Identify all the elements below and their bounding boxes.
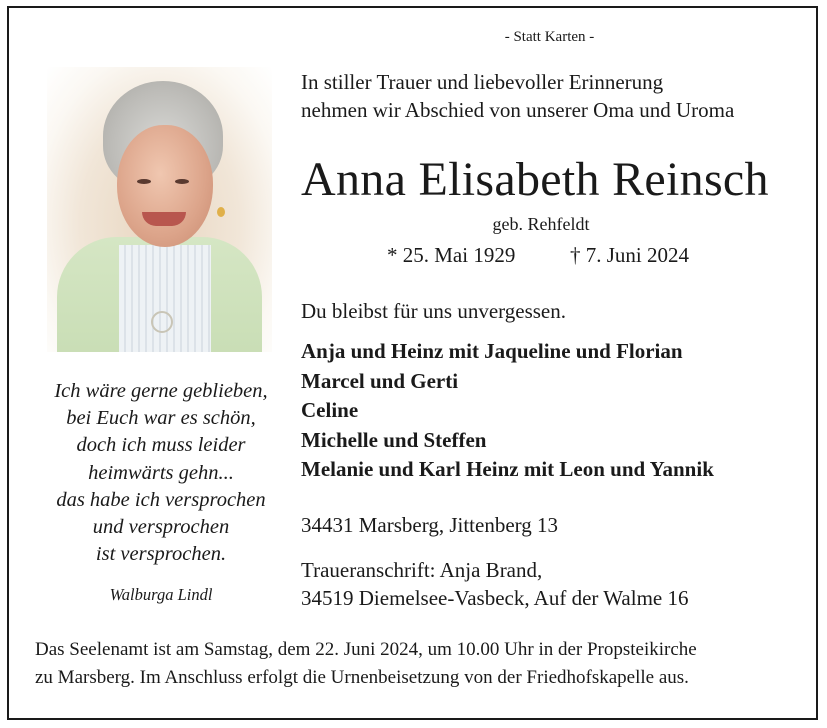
- intro-line: In stiller Trauer und liebevoller Erinnerung: [301, 70, 664, 94]
- intro-text: [301, 68, 734, 124]
- tagline: Du bleibst für uns unvergessen.: [301, 299, 566, 323]
- poem-line: ist versprochen.: [95, 543, 227, 566]
- intro-line: nehmen wir Abschied von unserer Oma und Uroma: [301, 98, 735, 122]
- mourning-contact: [301, 556, 688, 612]
- poem-line: das habe ich versprochen: [56, 488, 266, 511]
- service-announcement: [35, 636, 697, 691]
- poem-line: doch ich muss leider: [76, 434, 246, 457]
- family-line: Melanie und Karl Heinz mit Leon und Yannik: [301, 457, 714, 481]
- photo-eye-left: [137, 179, 151, 184]
- family-address: 34431 Marsberg, Jittenberg 13: [301, 513, 559, 537]
- photo-earring: [217, 207, 225, 217]
- photo-eye-right: [175, 179, 189, 184]
- deceased-name: Anna Elisabeth Reinsch: [301, 153, 769, 206]
- birth-date: * 25. Mai 1929: [387, 243, 516, 267]
- portrait-photo: [47, 67, 272, 352]
- contact-line: 34519 Diemelsee-Vasbeck, Auf der Walme 16: [301, 586, 689, 610]
- closing-line: zu Marsberg. Im Anschluss erfolgt die Urnenbeisetzung von der Friedhofskapelle aus.: [35, 666, 689, 688]
- poem-line: heimwärts gehn...: [88, 461, 234, 484]
- death-date: † 7. Juni 2024: [570, 243, 690, 267]
- poem: [30, 378, 292, 568]
- poem-line: Ich wäre gerne geblieben,: [54, 380, 268, 402]
- family-list: [301, 337, 714, 485]
- closing-line: Das Seelenamt ist am Samstag, dem 22. Juni 2024, um 10.00 Uhr in der Propsteikirche: [35, 639, 697, 660]
- family-line: Marcel und Gerti: [301, 368, 459, 393]
- contact-line: Traueranschrift: Anja Brand,: [301, 558, 543, 582]
- statt-karten-header: [0, 29, 827, 46]
- poem-author: Walburga Lindl: [109, 585, 213, 604]
- poem-line: bei Euch war es schön,: [66, 407, 256, 430]
- statt-karten-text: - Statt Karten -: [504, 29, 595, 45]
- poem-line: und versprochen: [92, 516, 230, 539]
- photo-brooch: [151, 311, 173, 333]
- photo-face: [117, 125, 213, 247]
- photo-blouse: [119, 245, 211, 352]
- family-line: Anja und Heinz mit Jaqueline und Florian: [301, 339, 683, 363]
- family-line: Celine: [301, 398, 359, 422]
- maiden-name: geb. Rehfeldt: [492, 214, 590, 234]
- family-line: Michelle und Steffen: [301, 427, 487, 452]
